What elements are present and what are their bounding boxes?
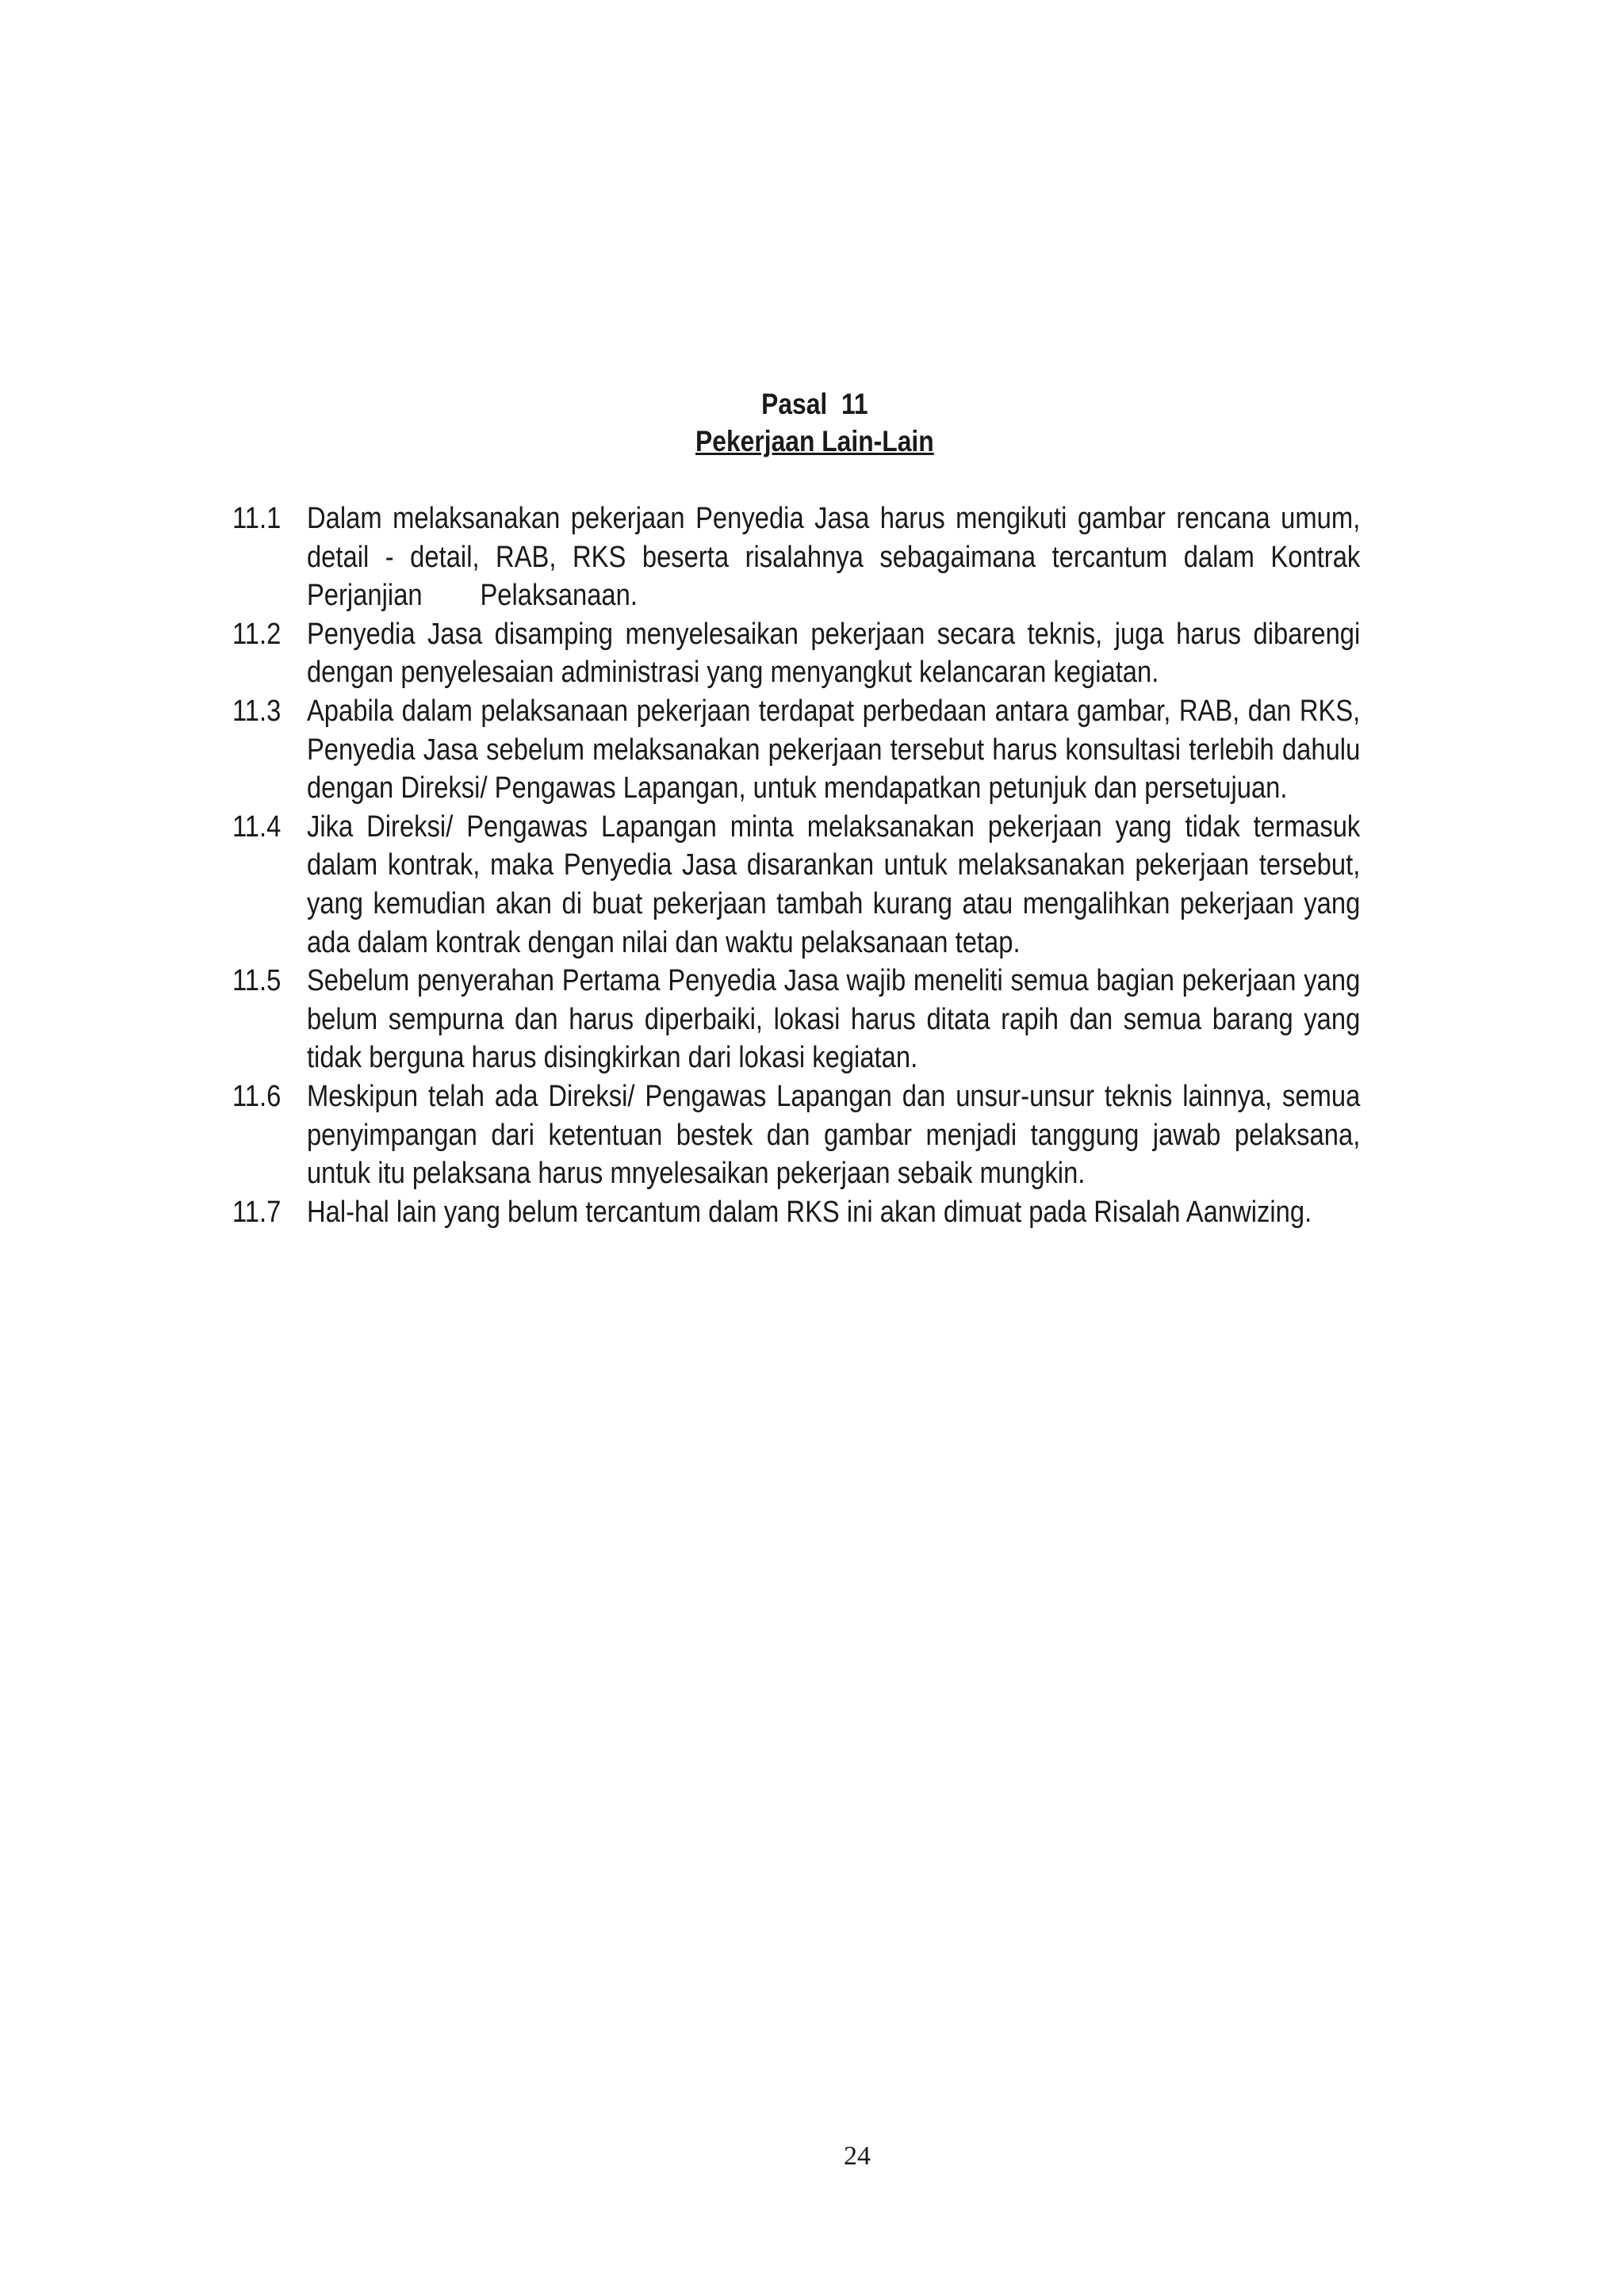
clause-text: Jika Direksi/ Pengawas Lapangan minta melaksanakan pekerjaan yang tidak termasuk dalam kontrak, maka Penyedia Jasa disarankan untuk melaksanakan pekerjaan tersebut, yang kemudian akan di buat pekerjaan tambah kurang atau mengalihkan pekerjaan yang ada dalam kontrak dengan nilai dan waktu pelaksanaan tetap. [306,809,1361,959]
clause-text: Dalam melaksanakan pekerjaan Penyedia Jasa harus mengikuti gambar rencana umum, detail - detail, RAB, RKS beserta risalahnya sebagaimana tercantum dalam Kontrak Perjanjian Pelaksanaan. [306,502,1368,613]
clause-text: Sebelum penyerahan Pertama Penyedia Jasa wajib meneliti semua bagian pekerjaan yang belum sempurna dan harus diperbaiki, lokasi harus ditata rapih dan semua barang yang tidak berguna harus disingkirkan dari lokasi kegiatan. [306,964,1361,1075]
clause-number: 11.5 [232,964,282,998]
article-number: Pasal 11 [761,388,868,420]
clause-item [232,692,1360,808]
clause-number: 11.7 [232,1195,282,1229]
clause-number: 11.4 [232,809,282,844]
clause-item [232,962,1360,1077]
clause-item [232,1077,1360,1193]
clause-item [232,499,1368,615]
page-number: 24 [844,2141,871,2171]
clause-number: 11.3 [232,694,282,728]
clause-text: Penyedia Jasa disamping menyelesaikan pekerjaan secara teknis, juga harus dibarengi dengan penyelesaian administrasi yang menyangkut kelancaran kegiatan. [306,617,1361,690]
clause-text: Hal-hal lain yang belum tercantum dalam RKS ini akan dimuat pada Risalah Aanwizing. [306,1195,1312,1229]
clause-number: 11.6 [232,1079,282,1113]
clause-item [232,1193,1360,1232]
clause-number: 11.1 [232,502,282,535]
article-title: Pekerjaan Lain-Lain [695,425,934,457]
clause-item [232,615,1360,692]
clause-item [232,808,1360,962]
clause-number: 11.2 [232,617,282,651]
clause-text: Meskipun telah ada Direksi/ Pengawas Lapangan dan unsur-unsur teknis lainnya, semua penyimpangan dari ketentuan bestek dan gambar menjadi tanggung jawab pelaksana, untuk itu pelaksana harus mnyelesaikan pekerjaan sebaik mungkin. [306,1079,1361,1191]
clause-list [232,499,1368,1231]
clause-text: Apabila dalam pelaksanaan pekerjaan terdapat perbedaan antara gambar, RAB, dan RKS, Penyedia Jasa sebelum melaksanakan pekerjaan tersebut harus konsultasi terlebih dahulu dengan Direksi/ Pengawas Lapangan, untuk mendapatkan petunjuk dan persetujuan. [306,694,1361,806]
